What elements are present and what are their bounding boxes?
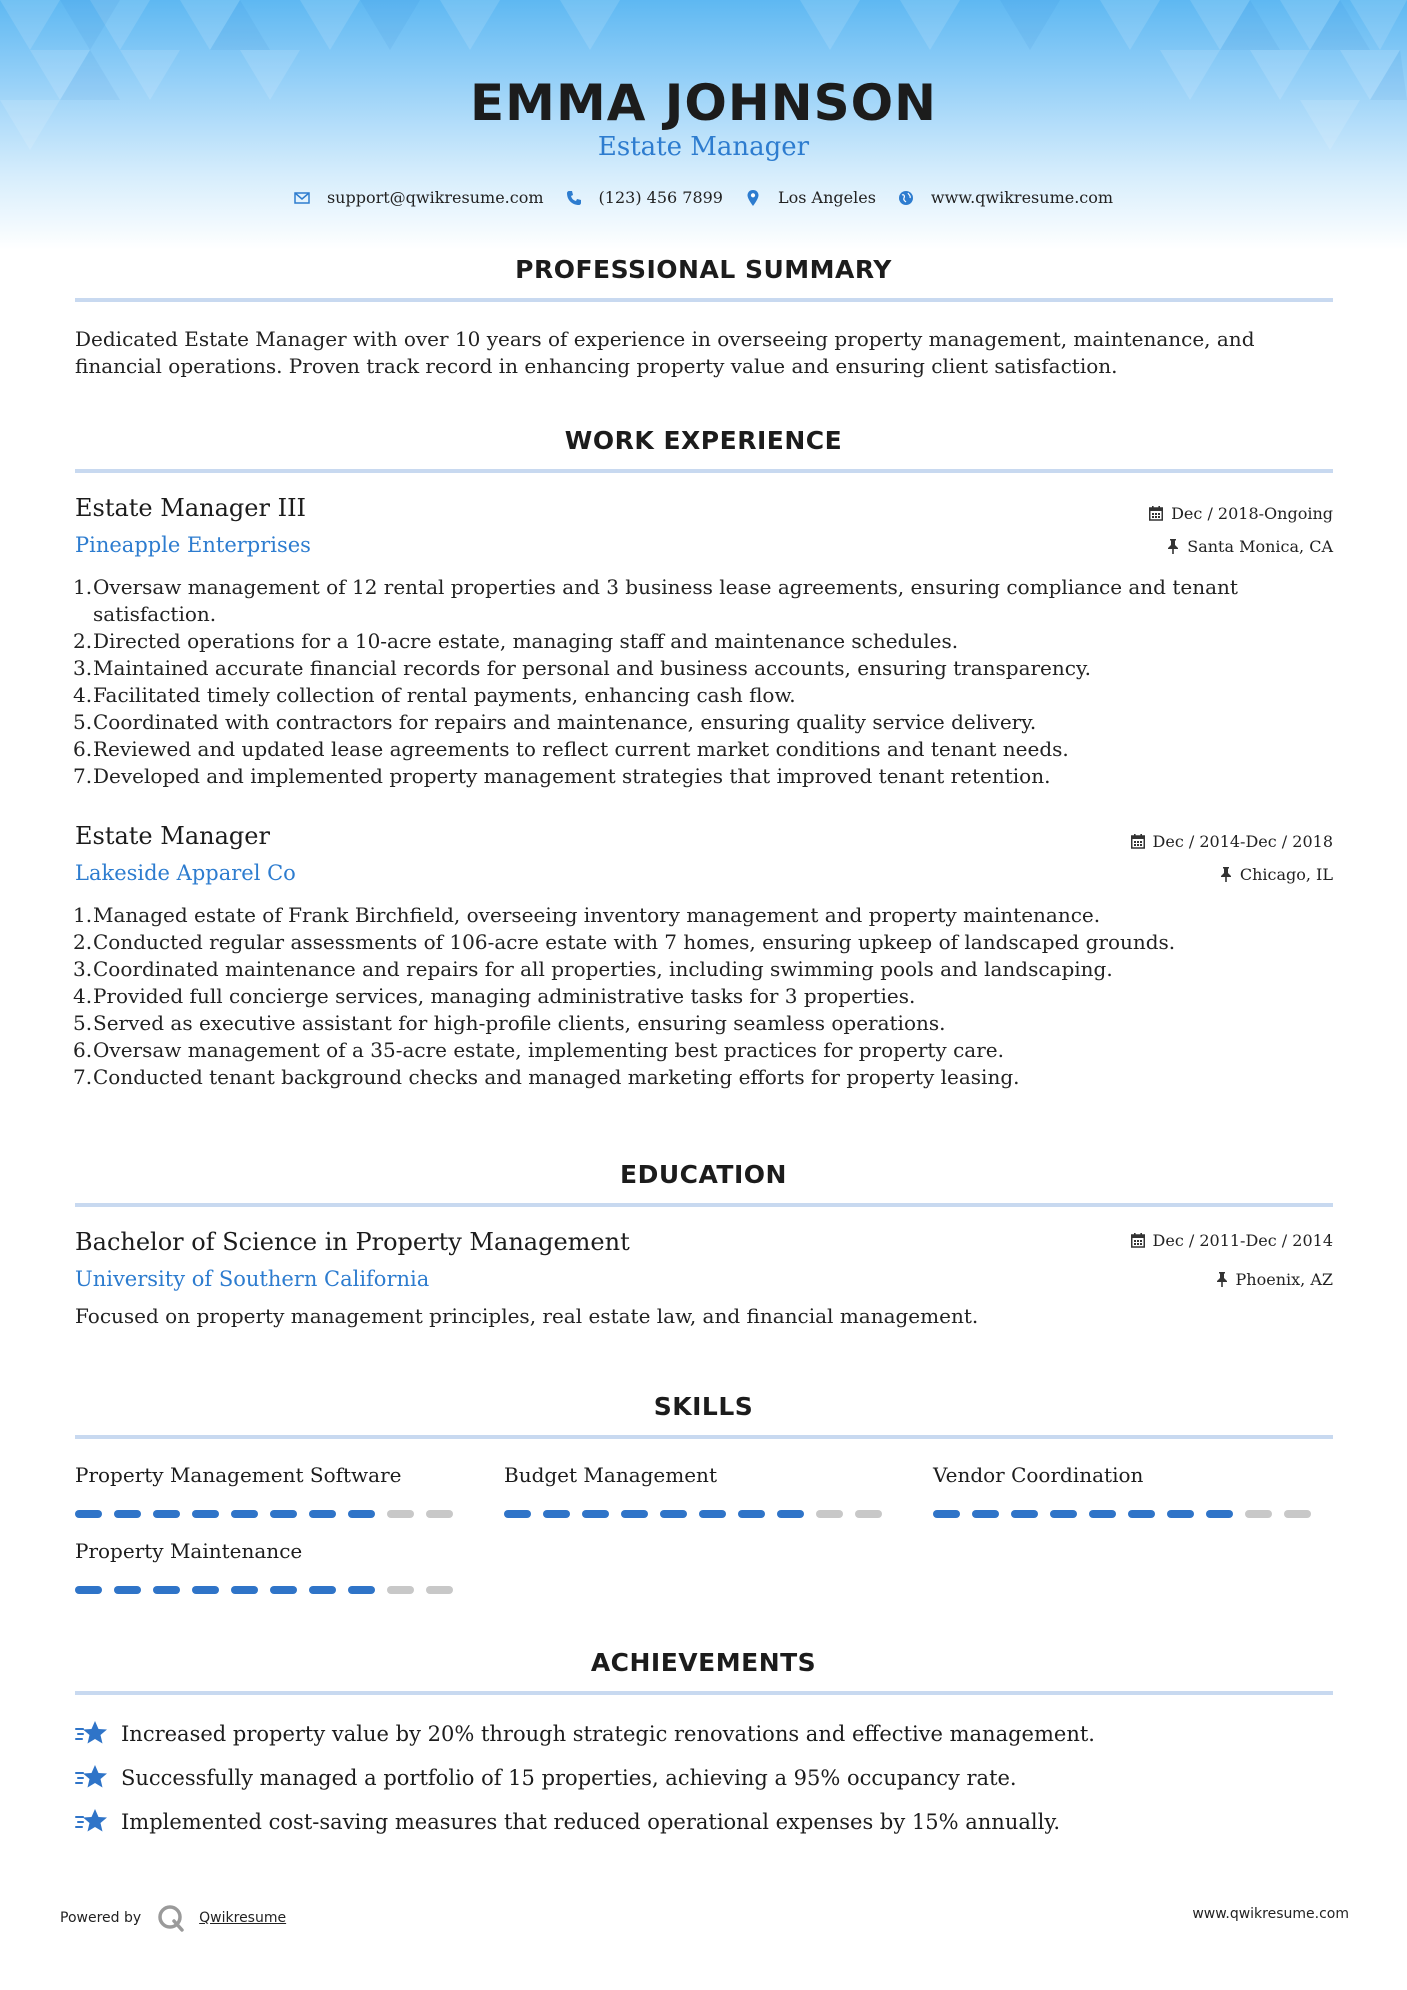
skill-level-segment [309,1510,336,1518]
skill-level-segment [933,1510,960,1518]
skill-level-segment [426,1510,453,1518]
achievement-item [75,1764,1017,1792]
job-title: Estate Manager III [75,494,307,522]
skill-level-segment [777,1510,804,1518]
skill-level-bar [75,1586,453,1594]
skill-level-segment [309,1586,336,1594]
contact-bar [0,188,1407,207]
contact-website-text: www.qwikresume.com [930,188,1114,207]
list-item: 7. Developed and implemented property management strategies that improved tenant retention. [73,764,1051,788]
calendar-icon [1131,834,1145,849]
calendar-icon [1131,1233,1145,1248]
list-item: 1. Oversaw management of 12 rental properties and 3 business lease agreements, ensuring compliance and tenant satisfaction. [73,575,1238,626]
skill-level-segment [738,1510,765,1518]
achievement-text: Implemented cost-saving measures that reduced operational expenses by 15% annually. [121,1810,1061,1834]
education-heading: EDUCATION [620,1160,787,1189]
contact-phone-text: (123) 456 7899 [598,188,723,207]
candidate-role: Estate Manager [597,132,810,162]
skill-name: Property Management Software [75,1463,402,1487]
achievement-item [75,1720,1095,1748]
skill-level-segment [660,1510,687,1518]
job-company: Pineapple Enterprises [75,533,311,557]
education-dates-text: Dec / 2011-Dec / 2014 [1152,1231,1333,1250]
contact-email-text: support@qwikresume.com [326,188,544,207]
list-item: 4. Provided full concierge services, managing administrative tasks for 3 properties. [73,984,916,1008]
skill-level-segment [582,1510,609,1518]
list-item: 2. Conducted regular assessments of 106-acre estate with 7 homes, ensuring upkeep of landscaped grounds. [73,930,1176,954]
skill-level-segment [1245,1510,1272,1518]
list-item: 1. Managed estate of Frank Birchfield, overseeing inventory management and property maintenance. [73,903,1101,927]
skill-level-segment [231,1586,258,1594]
skill-level-segment [1011,1510,1038,1518]
skill-level-segment [1128,1510,1155,1518]
skill-level-segment [348,1586,375,1594]
summary-text: Dedicated Estate Manager with over 10 years of experience in overseeing property management, maintenance, and financial operations. Proven track record in enhancing property value and ensuring client satisfaction. [75,327,1255,378]
skill-level-segment [855,1510,882,1518]
map-pin-icon [745,190,761,206]
qwikresume-logo-icon [157,1904,185,1932]
achievements-divider [75,1691,1333,1695]
skill-level-bar [504,1510,882,1518]
summary-divider [75,298,1333,302]
skill-level-segment [1284,1510,1311,1518]
job-location-text: Chicago, IL [1239,865,1333,884]
skill-name: Budget Management [504,1463,717,1487]
skill-level-segment [1050,1510,1077,1518]
skill-level-segment [348,1510,375,1518]
education-dates [1131,1231,1333,1250]
skill-level-segment [621,1510,648,1518]
achievement-item [75,1808,1060,1836]
skill-level-segment [114,1586,141,1594]
job-company: Lakeside Apparel Co [75,861,296,885]
skill-level-segment [972,1510,999,1518]
calendar-icon [1149,506,1163,521]
skill-level-bar [933,1510,1311,1518]
skill-level-segment [543,1510,570,1518]
job-dates-text: Dec / 2018-Ongoing [1171,504,1333,523]
achievement-text: Successfully managed a portfolio of 15 properties, achieving a 95% occupancy rate. [121,1766,1017,1790]
achievements-heading: ACHIEVEMENTS [590,1648,817,1677]
footer-website[interactable]: www.qwikresume.com [1192,1906,1349,1922]
skill-level-segment [816,1510,843,1518]
skill-level-segment [1206,1510,1233,1518]
job-bullet-list [75,574,1275,790]
star-icon [75,1764,107,1792]
skill-level-segment [153,1586,180,1594]
star-icon [75,1720,107,1748]
skill-level-segment [387,1586,414,1594]
skill-level-segment [387,1510,414,1518]
contact-email[interactable] [294,188,544,207]
list-item: 3. Maintained accurate financial records for personal and business accounts, ensuring transparency. [73,656,1091,680]
skill-level-segment [75,1586,102,1594]
list-item: 4. Facilitated timely collection of rental payments, enhancing cash flow. [73,683,796,707]
skill-level-segment [114,1510,141,1518]
job-location-text: Santa Monica, CA [1187,537,1333,556]
job-location [1220,865,1333,884]
pushpin-icon [1216,1272,1228,1287]
skill-name: Vendor Coordination [933,1463,1144,1487]
list-item: 7. Conducted tenant background checks and managed marketing efforts for property leasing. [73,1065,1020,1089]
list-item: 5. Coordinated with contractors for repairs and maintenance, ensuring quality service delivery. [73,710,1037,734]
star-icon [75,1808,107,1836]
skill-level-bar [75,1510,453,1518]
skill-level-segment [426,1586,453,1594]
job-location [1167,537,1333,556]
job-bullet-list [75,902,1275,1091]
degree-title: Bachelor of Science in Property Management [75,1228,630,1256]
skill-level-segment [504,1510,531,1518]
contact-location-text: Los Angeles [777,188,876,207]
phone-icon [566,190,582,206]
list-item: 2. Directed operations for a 10-acre estate, managing staff and maintenance schedules. [73,629,959,653]
job-dates [1131,832,1333,851]
school-name: University of Southern California [75,1267,430,1291]
skill-level-segment [1089,1510,1116,1518]
education-description: Focused on property management principles, real estate law, and financial management. [75,1304,979,1328]
skill-level-segment [231,1510,258,1518]
education-location-text: Phoenix, AZ [1235,1270,1333,1289]
qwikresume-link[interactable]: Qwikresume [199,1910,287,1926]
footer-powered-by [60,1904,286,1932]
education-divider [75,1203,1333,1207]
skill-level-segment [192,1586,219,1594]
skill-level-segment [270,1586,297,1594]
skills-heading: SKILLS [653,1392,754,1421]
job-dates-text: Dec / 2014-Dec / 2018 [1152,832,1333,851]
pushpin-icon [1167,539,1179,554]
skill-level-segment [192,1510,219,1518]
contact-website[interactable] [898,188,1113,207]
pushpin-icon [1220,867,1232,882]
job-title: Estate Manager [75,822,270,850]
list-item: 6. Reviewed and updated lease agreements to reflect current market conditions and tenant needs. [73,737,1069,761]
skill-level-segment [75,1510,102,1518]
skill-level-segment [153,1510,180,1518]
education-location [1216,1270,1333,1289]
achievement-text: Increased property value by 20% through strategic renovations and effective management. [121,1722,1095,1746]
experience-divider [75,469,1333,473]
contact-phone[interactable] [566,188,723,207]
list-item: 6. Oversaw management of a 35-acre estate, implementing best practices for property care. [73,1038,1004,1062]
job-dates [1149,504,1333,523]
summary-heading: PROFESSIONAL SUMMARY [515,255,892,284]
globe-icon [898,190,914,206]
skills-divider [75,1435,1333,1439]
candidate-name: EMMA JOHNSON [470,74,937,132]
experience-heading: WORK EXPERIENCE [564,426,843,455]
envelope-icon [294,190,310,206]
skill-name: Property Maintenance [75,1539,303,1563]
skill-level-segment [1167,1510,1194,1518]
list-item: 3. Coordinated maintenance and repairs for all properties, including swimming pools and landscaping. [73,957,1113,981]
contact-location [745,188,876,207]
list-item: 5. Served as executive assistant for high-profile clients, ensuring seamless operations. [73,1011,946,1035]
skill-level-segment [270,1510,297,1518]
powered-by-label: Powered by [60,1910,142,1926]
skill-level-segment [699,1510,726,1518]
